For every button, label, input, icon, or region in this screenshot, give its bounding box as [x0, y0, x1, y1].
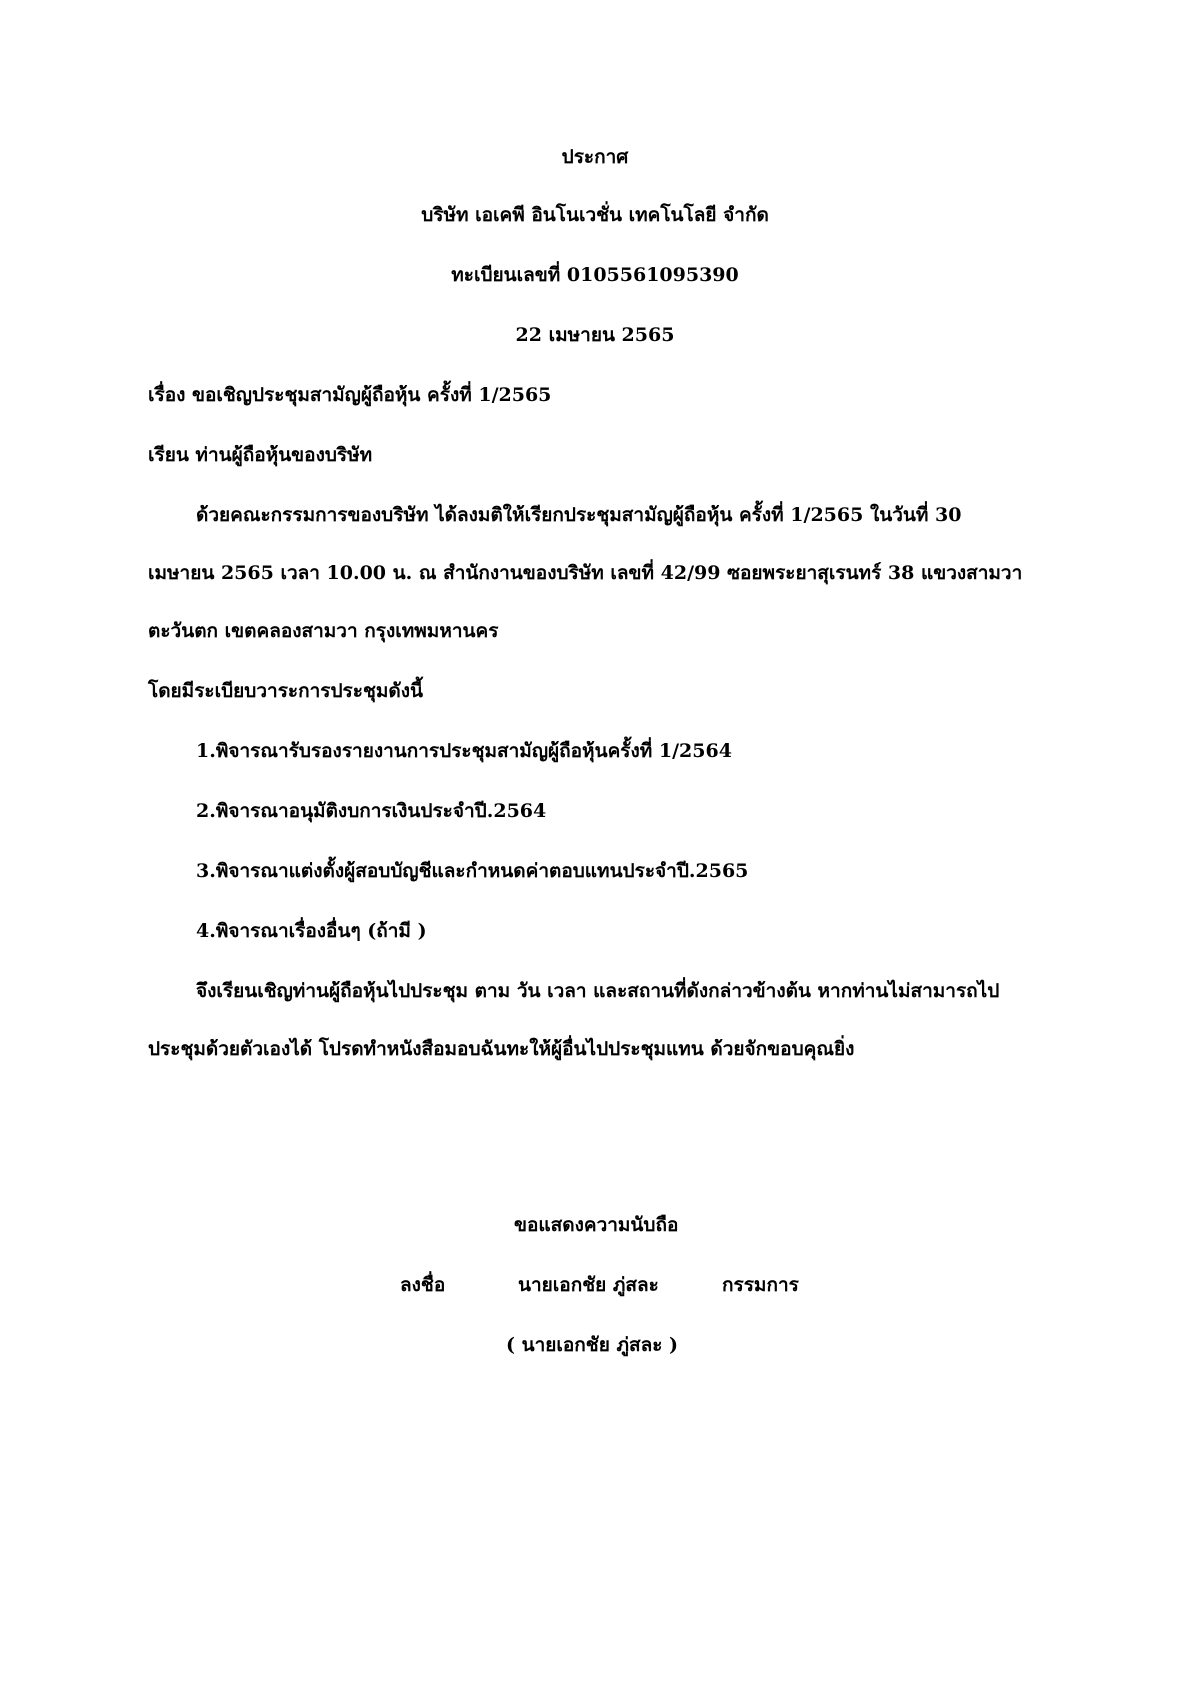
- announcement-date: 22 เมษายน 2565: [515, 324, 675, 346]
- registration-number: ทะเบียนเลขที่ 0105561095390: [451, 264, 739, 286]
- intro-line-2: เมษายน 2565 เวลา 10.00 น. ณ สำนักงานของบริษัท เลขที่ 42/99 ซอยพระยาสุเรนทร์ 38 แขวงสามวา: [148, 562, 1023, 584]
- intro-line-3: ตะวันตก เขตคลองสามวา กรุงเทพมหานคร: [148, 620, 499, 642]
- company-name: บริษัท เอเคพี อินโนเวชั่น เทคโนโลยี จำกัด: [421, 204, 769, 226]
- signer-title: กรรมการ: [722, 1274, 799, 1296]
- salutation-line: เรียน ท่านผู้ถือหุ้นของบริษัท: [148, 444, 373, 466]
- intro-line-1: ด้วยคณะกรรมการของบริษัท ได้ลงมติให้เรียกประชุมสามัญผู้ถือหุ้น ครั้งที่ 1/2565 ในวันที่ 30: [196, 504, 962, 526]
- agenda-item-3: 3.พิจารณาแต่งตั้งผู้สอบบัญชีและกำหนดค่าตอบแทนประจำปี.2565: [196, 860, 749, 882]
- sign-label: ลงชื่อ: [400, 1274, 446, 1296]
- printed-name: ( นายเอกชัย ภู่สละ ): [506, 1334, 679, 1356]
- closing-line-2: ประชุมด้วยตัวเองได้ โปรดทำหนังสือมอบฉันทะให้ผู้อื่นไปประชุมแทน ด้วยจักขอบคุณยิ่ง: [148, 1038, 855, 1060]
- subject-line: เรื่อง ขอเชิญประชุมสามัญผู้ถือหุ้น ครั้งที่ 1/2565: [148, 384, 552, 406]
- regards-line: ขอแสดงความนับถือ: [514, 1214, 679, 1236]
- announcement-title: ประกาศ: [561, 146, 629, 168]
- signer-name: นายเอกชัย ภู่สละ: [518, 1274, 659, 1296]
- agenda-item-2: 2.พิจารณาอนุมัติงบการเงินประจำปี.2564: [196, 800, 547, 822]
- agenda-heading: โดยมีระเบียบวาระการประชุมดังนี้: [148, 680, 423, 702]
- agenda-item-4: 4.พิจารณาเรื่องอื่นๆ (ถ้ามี ): [196, 920, 427, 942]
- agenda-item-1: 1.พิจารณารับรองรายงานการประชุมสามัญผู้ถือหุ้นครั้งที่ 1/2564: [196, 740, 732, 762]
- closing-line-1: จึงเรียนเชิญท่านผู้ถือหุ้นไปประชุม ตาม วัน เวลา และสถานที่ดังกล่าวข้างต้น หากท่านไม่สามารถไป: [196, 980, 1000, 1002]
